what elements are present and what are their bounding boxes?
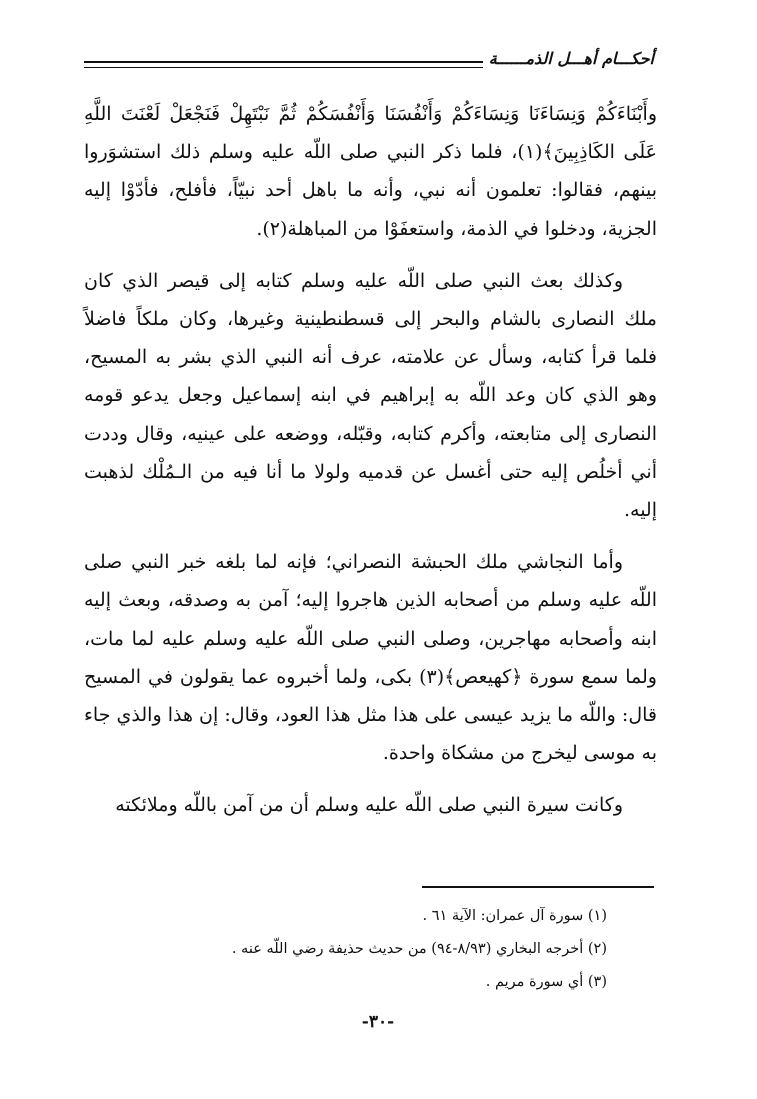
body-text (84, 95, 657, 825)
paragraph-3: وأما النجاشي ملك الحبشة النصراني؛ فإنه لما بلغه خبر النبي صلى اللّه عليه وسلم من أصحابه الذين هاجروا إليه؛ آمن به وصدقه، وبعث إليه ابنه وأصحابه مهاجرين، وصلى النبي صلى اللّه عليه وسلم عليه لما مات، ولما سمع سورة ﴿كهيعص﴾(٣) بكى، ولما أخبروه عما يقولون في المسيح قال: واللّه ما يزيد عيسى على هذا مثل هذا العود، وقال: إن هذا والذي جاء به موسى ليخرج من مشكاة واحدة. (84, 551, 657, 765)
paragraph-4: وكانت سيرة النبي صلى اللّه عليه وسلم أن من آمن باللّه وملائكته (115, 794, 623, 817)
footnote-3: (٣) أي سورة مريم . (485, 974, 607, 990)
running-header (84, 48, 654, 72)
paragraph-2: وكذلك بعث النبي صلى اللّه عليه وسلم كتابه إلى قيصر الذي كان ملك النصارى بالشام والبحر إلى قسطنطينية وغيرها، وكان ملكاً فاضلاً فلما قرأ كتابه، وسأل عن علامته، عرف أنه النبي الذي بشر به المسيح، وهو الذي كان وعد اللّه به إبراهيم في ابنه إسماعيل وجعل يدعو قومه النصارى إلى متابعته، وأكرم كتابه، وقبّله، ووضعه على عينيه، وقال وددت أني أخلُص إليه حتى أغسل عن قدميه ولولا ما أنا فيه من الـمُلْك لذهبت إليه. (84, 269, 657, 522)
running-title: أحكـــام أهـــل الذمــــــة (483, 49, 654, 68)
footnotes (232, 900, 607, 999)
footnote-2: (٢) أخرجه البخاري (٨/٩٣-٩٤) من حديث حذيفة رضي اللّه عنه . (231, 941, 607, 957)
footnote-separator (422, 886, 654, 888)
footnote-1: (١) سورة آل عمران: الآية ٦١ . (422, 908, 607, 924)
paragraph-1: وأَبْنَاءَكُمْ وَنِسَاءَنَا وَنِسَاءَكُمْ وَأَنْفُسَنَا وَأَنْفُسَكُمْ ثُمَّ نَبْتَهِلْ فَنَجْعَلْ لَعْنَتَ اللَّهِ عَلَى الكَاذِبِينَ﴾(١)، فلما ذكر النبي صلى اللّه عليه وسلم ذلك استشوَروا بينهم، فقالوا: تعلمون أنه نبي، وأنه ما باهل أحد نبيّاً، فأفلح، فأدّوْا إليه الجزية، ودخلوا في الذمة، واستعفَوْا من المباهلة(٢). (84, 103, 657, 240)
page-number: -٣٠- (361, 1012, 395, 1032)
